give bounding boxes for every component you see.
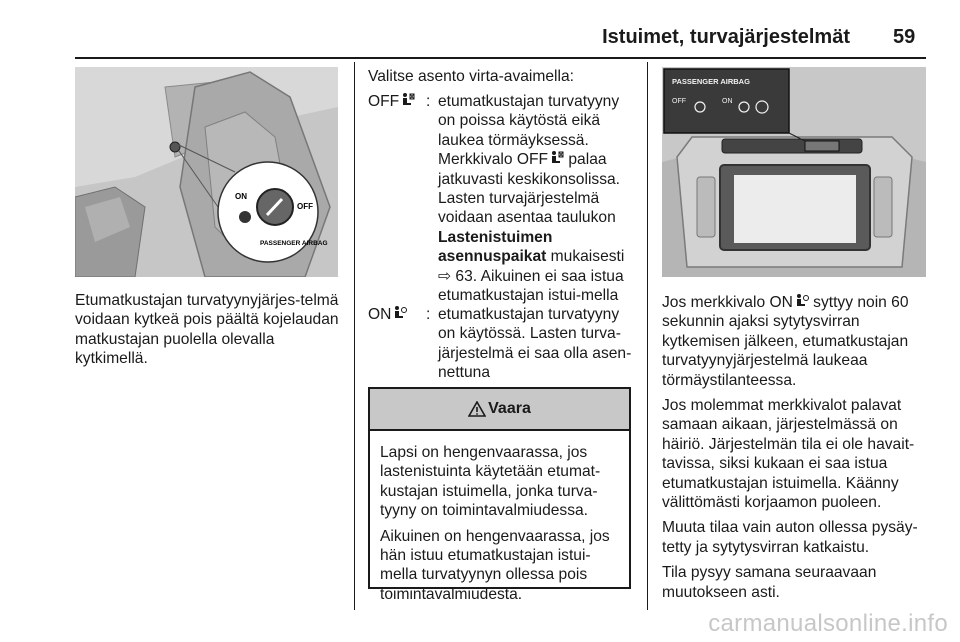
airbag-off-icon [401, 92, 415, 107]
column-divider-left [354, 62, 355, 610]
definition-colon: : [426, 93, 431, 110]
warning-header [370, 389, 629, 431]
airbag-on-icon [393, 305, 407, 320]
definition-on [368, 305, 640, 385]
column-divider-right [647, 62, 648, 610]
right-text-block [662, 293, 930, 608]
left-caption: Etumatkustajan turvatyynyjärjes-telmä voidaan kytkeä pois päältä kojelaudan matkustajan puolella olevalla kytkimellä. [75, 292, 339, 368]
warning-triangle-icon [468, 401, 486, 417]
definition-off [368, 92, 640, 312]
warning-paragraph: Lapsi on hengenvaarassa, jos lastenistuinta käytetään etumat-kustajan istuimella, jonka turva-tyyny on toimintavalmiudessa. [380, 444, 601, 520]
definition-text-off [438, 92, 638, 305]
intro-text: Valitse asento virta-avaimella: [368, 68, 574, 85]
definition-text-on: etumatkustajan turvatyyny on käytössä. Lasten turva-järjestelmä ei saa olla asen-nettuna [438, 306, 632, 382]
def-off-part3: mukaisesti [546, 248, 625, 266]
right-p1-start: Jos merkkivalo ON [662, 294, 793, 311]
definition-term-off [368, 92, 420, 111]
warning-body [370, 431, 629, 604]
page-ref[interactable]: 63 [455, 267, 473, 285]
airbag-on-icon-inline [795, 293, 809, 308]
page-ref-arrow-icon: ⇨ [438, 267, 452, 285]
watermark: carmanualsonline.info [708, 610, 948, 637]
warning-box [368, 387, 631, 603]
airbag-switch-door-illustration [75, 67, 338, 277]
airbag-off-icon-inline [550, 150, 564, 165]
child-seat-positions-link-text: Lastenistuimen asennuspaikat [438, 228, 553, 266]
switch-label-passenger-airbag: PASSENGER AIRBAG [260, 240, 328, 247]
page-header-title: Istuimet, turvajärjestelmät [602, 26, 850, 48]
console-label-passenger-airbag: PASSENGER AIRBAG [672, 77, 750, 86]
right-p1-end: syttyy noin 60 sekunnin ajaksi sytytysvirran kytkemisen jälkeen, etumatkustajan turvatyynyjärjestelmä laukeaa törmäystilanteessa. [662, 294, 909, 389]
right-paragraph-2: Jos molemmat merkkivalot palavat samaan aikaan, järjestelmässä on häiriö. Järjestelmän tila ei ole havait-tavissa, siksi kukaan ei saa istua etumatkustajan istuimella. Käänny välittömästi korjaamon puoleen. [662, 397, 915, 512]
def-off-part4: . Aikuinen ei saa istua etumatkustajan istui-mella [438, 267, 624, 305]
console-label-on: ON [722, 98, 733, 105]
console-label-off: OFF [672, 98, 686, 105]
warning-heading: Vaara [488, 400, 531, 417]
switch-label-off: OFF [297, 202, 313, 211]
page-number: 59 [893, 26, 916, 48]
term-on-text: ON [368, 306, 392, 323]
console-drawing [662, 67, 926, 277]
def-off-part1: etumatkustajan turvatyyny on poissa käytöstä eikä laukea törmäyksessä. Merkkivalo OFF [438, 93, 620, 169]
right-paragraph-4: Tila pysyy samana seuraavaan muutokseen asti. [662, 564, 877, 601]
warning-paragraph: Aikuinen on hengenvaarassa, jos hän istuu etumatkustajan istui-mella turvatyynyn ollessa pois toimintavalmiudesta. [380, 527, 610, 603]
right-paragraph-1 [662, 293, 930, 390]
door-drawing [75, 67, 338, 277]
right-paragraph-3: Muuta tilaa vain auton ollessa pysäy-tetty ja sytytysvirran katkaistu. [662, 519, 918, 556]
term-off-text: OFF [368, 93, 400, 110]
console-indicator-illustration [662, 67, 926, 277]
switch-label-on: ON [235, 192, 247, 201]
definition-term-on [368, 305, 420, 324]
definition-colon: : [426, 306, 431, 323]
header-rule [75, 57, 926, 59]
def-off-part2: palaa jatkuvasti keskikonsolissa. Lasten turvajärjestelmä voidaan asentaa taulukon [438, 151, 621, 227]
